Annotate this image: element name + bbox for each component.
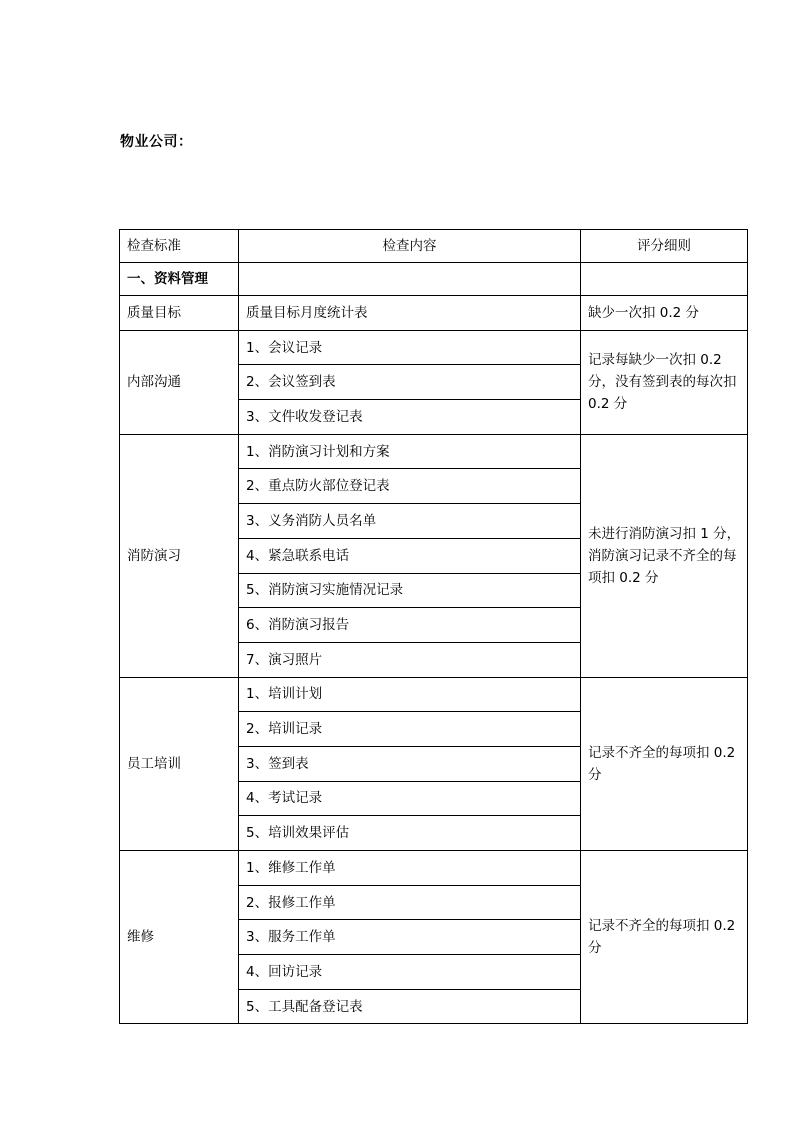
content-item: 1、会议记录 <box>239 330 581 365</box>
content-item: 7、演习照片 <box>239 642 581 677</box>
content-item: 1、培训计划 <box>239 677 581 712</box>
scoring-rule-cell: 记录不齐全的每项扣 0.2 分 <box>581 851 748 1024</box>
content-item: 2、会议签到表 <box>239 365 581 400</box>
section-row <box>120 263 748 296</box>
groups-body <box>120 296 748 1024</box>
category-cell: 员工培训 <box>120 677 239 850</box>
category-cell: 质量目标 <box>120 296 239 331</box>
content-item: 质量目标月度统计表 <box>239 296 581 331</box>
table-row <box>120 296 748 331</box>
scoring-rule-cell: 未进行消防演习扣 1 分，消防演习记录不齐全的每项扣 0.2 分 <box>581 434 748 677</box>
content-item: 4、考试记录 <box>239 781 581 816</box>
content-item: 2、重点防火部位登记表 <box>239 469 581 504</box>
category-cell: 消防演习 <box>120 434 239 677</box>
empty-cell <box>581 263 748 296</box>
header-standard: 检查标准 <box>120 230 239 263</box>
table-row <box>120 434 748 469</box>
inspection-table <box>119 229 748 1024</box>
content-item: 5、培训效果评估 <box>239 816 581 851</box>
empty-cell <box>239 263 581 296</box>
table-row <box>120 851 748 886</box>
header-content: 检查内容 <box>239 230 581 263</box>
scoring-rule-cell: 缺少一次扣 0.2 分 <box>581 296 748 331</box>
header-scoring: 评分细则 <box>581 230 748 263</box>
content-item: 2、培训记录 <box>239 712 581 747</box>
header-row <box>120 230 748 263</box>
content-item: 5、工具配备登记表 <box>239 989 581 1024</box>
category-cell: 维修 <box>120 851 239 1024</box>
content-item: 3、文件收发登记表 <box>239 400 581 435</box>
content-item: 4、回访记录 <box>239 955 581 990</box>
content-item: 4、紧急联系电话 <box>239 538 581 573</box>
scoring-rule-cell: 记录每缺少一次扣 0.2 分，没有签到表的每次扣 0.2 分 <box>581 330 748 434</box>
content-item: 6、消防演习报告 <box>239 608 581 643</box>
company-label: 物业公司： <box>120 134 193 150</box>
content-item: 2、报修工作单 <box>239 885 581 920</box>
category-cell: 内部沟通 <box>120 330 239 434</box>
content-item: 5、消防演习实施情况记录 <box>239 573 581 608</box>
table-row <box>120 330 748 365</box>
content-item: 3、签到表 <box>239 746 581 781</box>
scoring-rule-cell: 记录不齐全的每项扣 0.2 分 <box>581 677 748 850</box>
section-title: 一、资料管理 <box>120 263 239 296</box>
content-item: 3、义务消防人员名单 <box>239 504 581 539</box>
content-item: 1、维修工作单 <box>239 851 581 886</box>
table-row <box>120 677 748 712</box>
content-item: 3、服务工作单 <box>239 920 581 955</box>
content-item: 1、消防演习计划和方案 <box>239 434 581 469</box>
